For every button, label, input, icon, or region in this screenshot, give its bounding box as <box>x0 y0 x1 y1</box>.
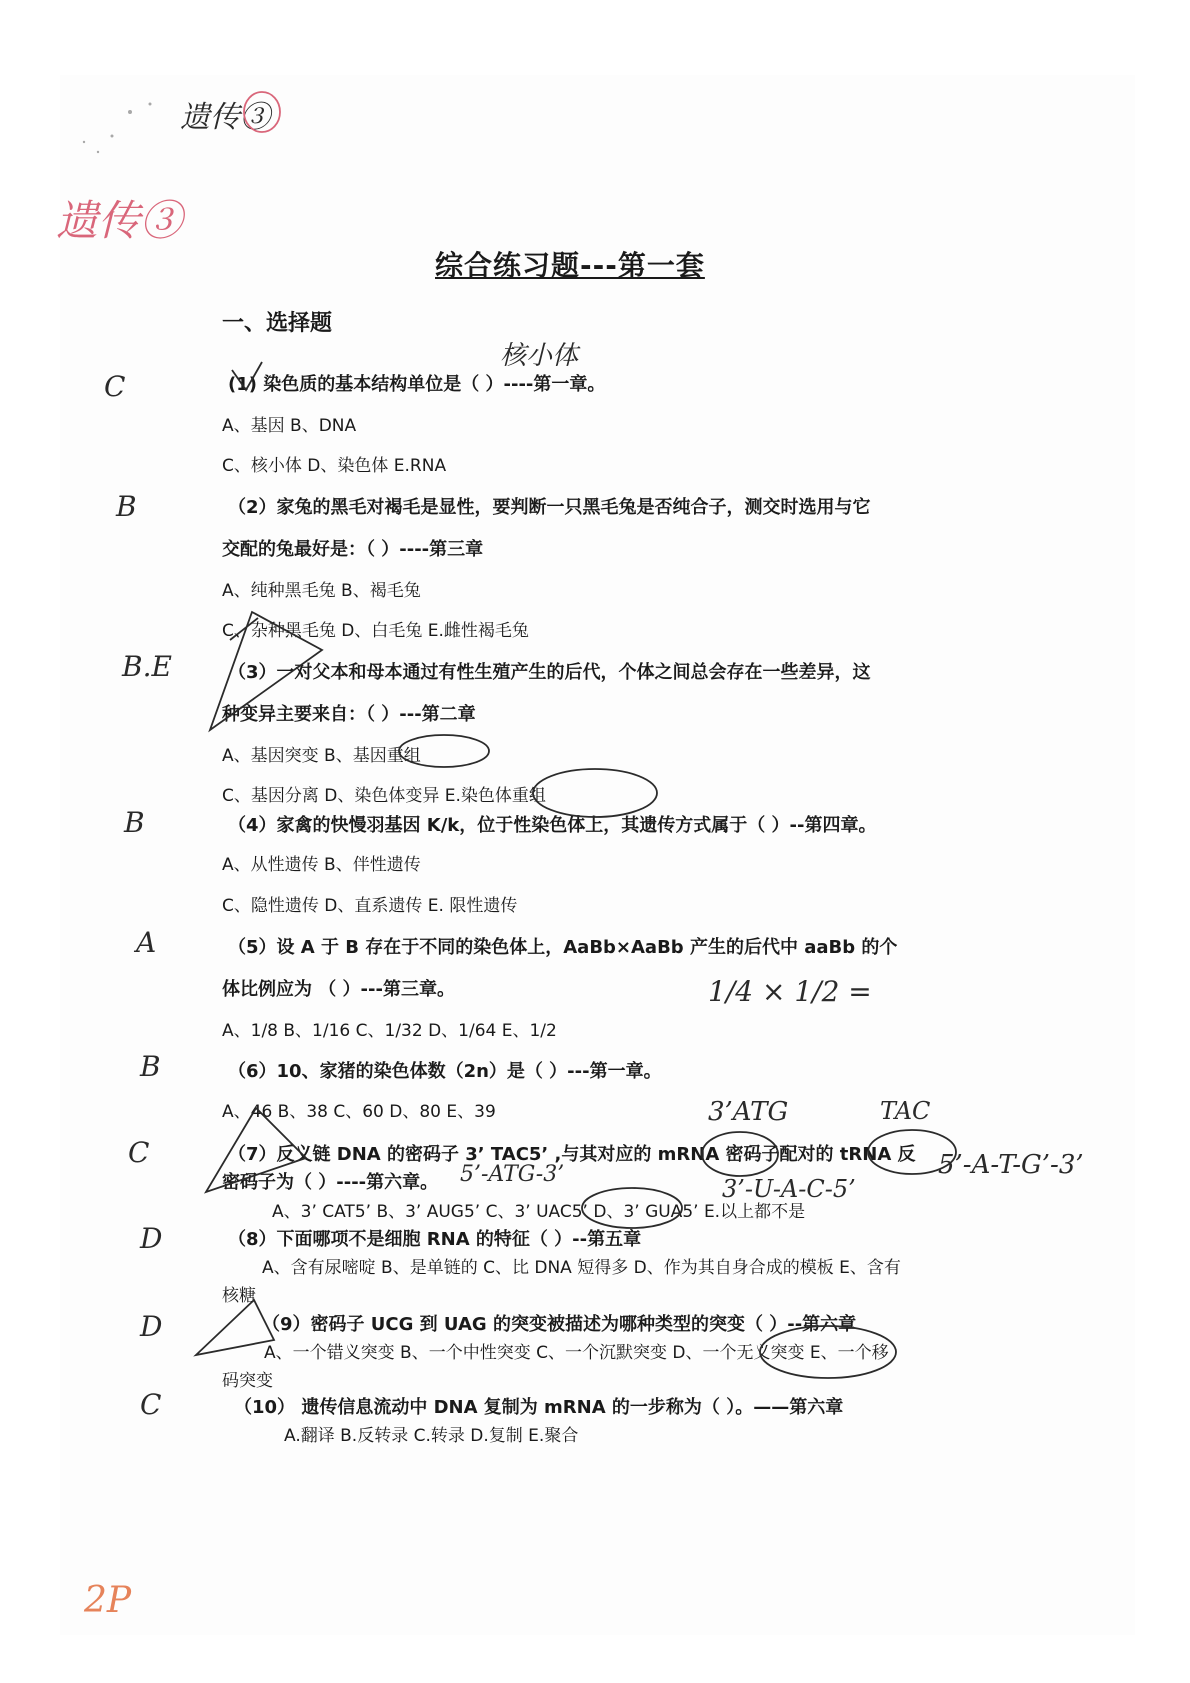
question-3-stem-2: 种变异主要来自：（ ）---第二章 <box>222 704 476 725</box>
handwritten-q7-note-a: 3’ATG <box>708 1097 789 1127</box>
question-4-options-1: A、从性遗传 B、伴性遗传 <box>222 855 421 875</box>
handwritten-q7-note-b: TAC <box>880 1097 931 1125</box>
question-6-stem: （6）10、家猪的染色体数（2n）是（ ）---第一章。 <box>228 1061 662 1082</box>
question-9-stem: （9）密码子 UCG 到 UAG 的突变被描述为哪种类型的突变（ ）--第六章 <box>262 1314 857 1335</box>
question-6-options: A、46 B、38 C、60 D、80 E、39 <box>222 1102 496 1122</box>
question-1-options-2: C、核小体 D、染色体 E.RNA <box>222 456 447 476</box>
handwritten-answer-7: C <box>128 1136 150 1169</box>
section-heading: 一、选择题 <box>222 311 333 336</box>
question-10-options: A.翻译 B.反转录 C.转录 D.复制 E.聚合 <box>284 1426 579 1446</box>
question-5-stem-1: （5）设 A 于 B 存在于不同的染色体上，AaBb×AaBb 产生的后代中 aaBb 的个 <box>228 937 898 958</box>
question-3-options-1: A、基因突变 B、基因重组 <box>222 746 421 766</box>
handwritten-answer-2: B <box>116 490 137 523</box>
handwritten-q5-calc: 1/4 × 1/2 = <box>708 975 872 1008</box>
handwritten-answer-6: B <box>140 1050 161 1083</box>
question-2-options-1: A、纯种黑毛兔 B、褐毛兔 <box>222 581 421 601</box>
question-7-stem-1: （7）反义链 DNA 的密码子 3’ TAC5’ ,与其对应的 mRNA 密码子配对的 tRNA 反 <box>228 1144 916 1165</box>
question-1-stem: (1) 染色质的基本结构单位是（ ）----第一章。 <box>228 374 606 395</box>
question-7-options: A、3’ CAT5’ B、3’ AUG5’ C、3’ UAC5’ D、3’ GUA5’ E.以上都不是 <box>272 1202 806 1222</box>
handwritten-note-bottom: 2P <box>84 1580 132 1621</box>
handwritten-answer-1: C <box>104 370 126 403</box>
question-8-stem: （8）下面哪项不是细胞 RNA 的特征（ ）--第五章 <box>228 1229 642 1250</box>
question-10-stem: （10） 遗传信息流动中 DNA 复制为 mRNA 的一步称为（ ）。——第六章 <box>234 1397 844 1418</box>
handwritten-answer-9: D <box>140 1310 163 1343</box>
handwritten-q7-note-e: 3’-U-A-C-5’ <box>722 1175 856 1203</box>
question-5-options: A、1/8 B、1/16 C、1/32 D、1/64 E、1/2 <box>222 1021 557 1041</box>
handwritten-q7-note-d: 5’-ATG-3’ <box>460 1162 565 1187</box>
question-8-options-1: A、含有尿嘧啶 B、是单链的 C、比 DNA 短得多 D、作为其自身合成的模板 E、含有 <box>262 1258 901 1278</box>
question-2-stem-2: 交配的兔最好是：（ ）----第三章 <box>222 539 484 560</box>
handwritten-q7-note-c: 5’-A-T-G’-3’ <box>938 1150 1084 1180</box>
handwritten-answer-10: C <box>140 1388 162 1421</box>
question-7-stem-2: 密码子为（ ）----第六章。 <box>222 1172 439 1193</box>
question-3-stem-1: （3）一对父本和母本通过有性生殖产生的后代，个体之间总会存在一些差异，这 <box>228 662 871 683</box>
question-3-options-2: C、基因分离 D、染色体变异 E.染色体重组 <box>222 786 546 806</box>
question-5-stem-2: 体比例应为 （ ）---第三章。 <box>222 979 455 1000</box>
question-2-stem-1: （2）家兔的黑毛对褐毛是显性，要判断一只黑毛兔是否纯合子，测交时选用与它 <box>228 497 871 518</box>
page-title: 综合练习题---第一套 <box>435 249 705 282</box>
handwritten-answer-5: A <box>136 926 157 959</box>
question-2-options-2: C、杂种黑毛兔 D、白毛兔 E.雌性褐毛兔 <box>222 621 529 641</box>
question-9-options-1: A、一个错义突变 B、一个中性突变 C、一个沉默突变 D、一个无义突变 E、一个移 <box>264 1343 889 1363</box>
handwritten-answer-4: B <box>124 806 145 839</box>
handwritten-note-pink: 遗传③ <box>56 196 183 245</box>
question-4-options-2: C、隐性遗传 D、直系遗传 E. 限性遗传 <box>222 896 518 916</box>
handwritten-answer-8: D <box>140 1222 163 1255</box>
handwritten-answer-3: B.E <box>122 650 172 683</box>
question-8-options-2: 核糖 <box>222 1286 256 1306</box>
handwritten-q1-note: 核小体 <box>500 341 579 371</box>
question-4-stem: （4）家禽的快慢羽基因 K/k，位于性染色体上，其遗传方式属于（ ）--第四章。 <box>228 815 877 836</box>
question-9-options-2: 码突变 <box>222 1371 273 1391</box>
question-1-options-1: A、基因 B、DNA <box>222 416 357 436</box>
handwritten-note-top: 遗传③ <box>180 100 270 135</box>
